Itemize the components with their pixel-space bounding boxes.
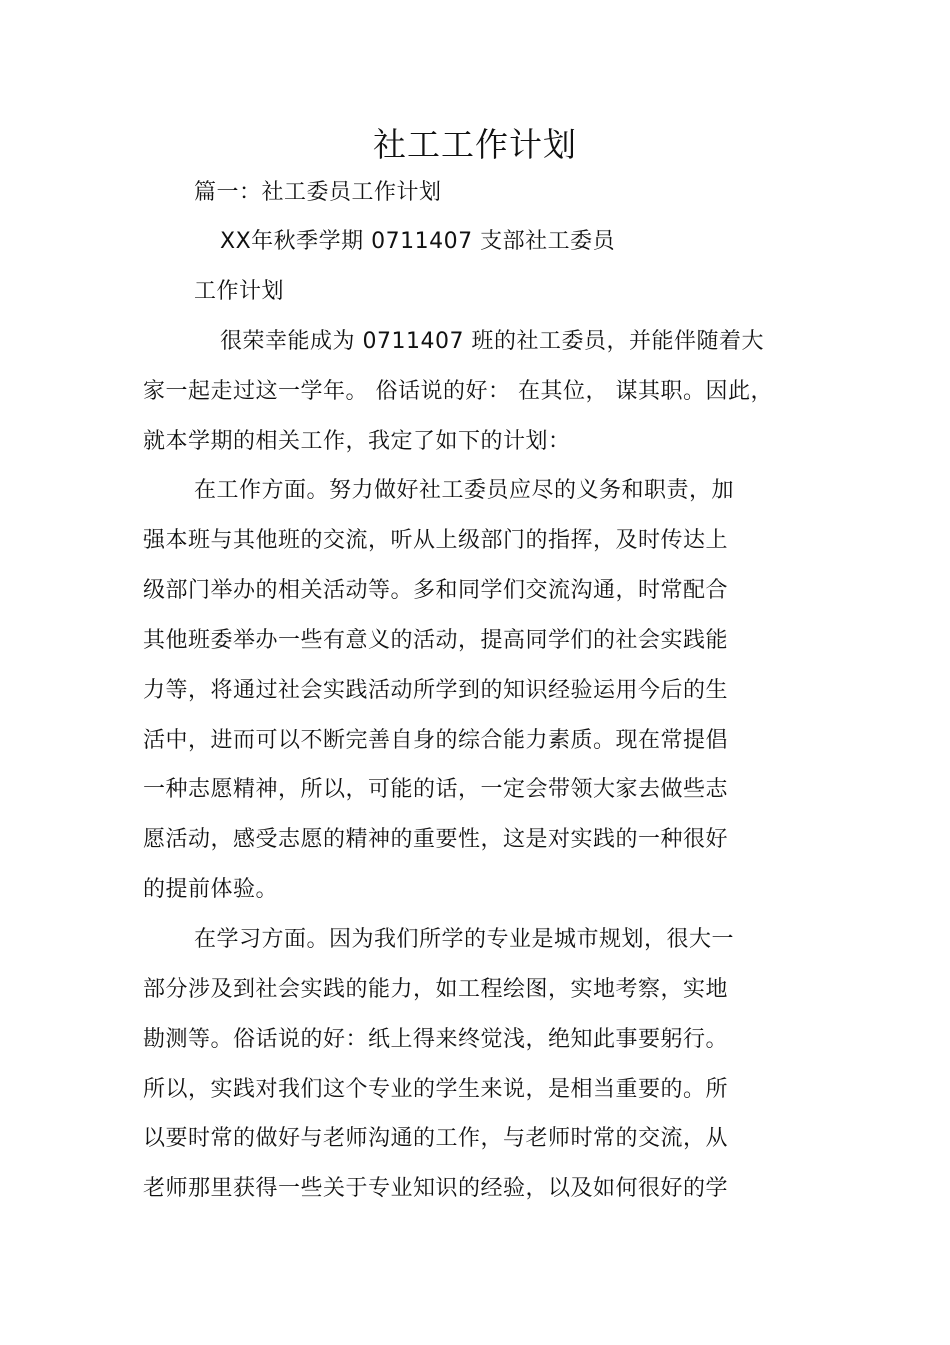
document-title: 社工工作计划 <box>373 125 577 164</box>
paragraph-line: 家一起走过这一学年。 俗话说的好： 在其位， 谋其职。因此， <box>143 379 773 404</box>
paragraph-line: 的提前体验。 <box>143 877 279 902</box>
paragraph-line: 勘测等。俗话说的好：纸上得来终觉浅，绝知此事要躬行。 <box>143 1027 729 1052</box>
section-heading: 篇一：社工委员工作计划 <box>194 180 442 205</box>
paragraph-line: 部分涉及到社会实践的能力，如工程绘图，实地考察，实地 <box>143 977 729 1002</box>
paragraph-line: 力等，将通过社会实践活动所学到的知识经验运用今后的生 <box>143 678 729 703</box>
paragraph-line: 老师那里获得一些关于专业知识的经验，以及如何很好的学 <box>143 1176 729 1201</box>
paragraph-line: 一种志愿精神，所以，可能的话，一定会带领大家去做些志 <box>143 777 729 802</box>
subtitle-line-2: 工作计划 <box>194 279 285 304</box>
paragraph-line: 其他班委举办一些有意义的活动，提高同学们的社会实践能 <box>143 628 729 653</box>
paragraph-line: 活中，进而可以不断完善自身的综合能力素质。现在常提倡 <box>143 728 729 753</box>
paragraph-line: 所以，实践对我们这个专业的学生来说，是相当重要的。所 <box>143 1077 729 1102</box>
paragraph-line: 级部门举办的相关活动等。多和同学们交流沟通，时常配合 <box>143 578 729 603</box>
paragraph-line: 愿活动，感受志愿的精神的重要性，这是对实践的一种很好 <box>143 827 729 852</box>
paragraph-line: 以要时常的做好与老师沟通的工作，与老师时常的交流，从 <box>143 1126 729 1151</box>
paragraph-line: 在学习方面。因为我们所学的专业是城市规划，很大一 <box>194 927 735 952</box>
paragraph-line: 强本班与其他班的交流，听从上级部门的指挥，及时传达上 <box>143 528 729 553</box>
subtitle-line: XX年秋季学期 0711407 支部社工委员 <box>220 229 616 254</box>
paragraph-line: 很荣幸能成为 0711407 班的社工委员，并能伴随着大 <box>220 329 764 354</box>
paragraph-line: 就本学期的相关工作，我定了如下的计划： <box>143 429 571 454</box>
paragraph-line: 在工作方面。努力做好社工委员应尽的义务和职责，加 <box>194 478 735 503</box>
